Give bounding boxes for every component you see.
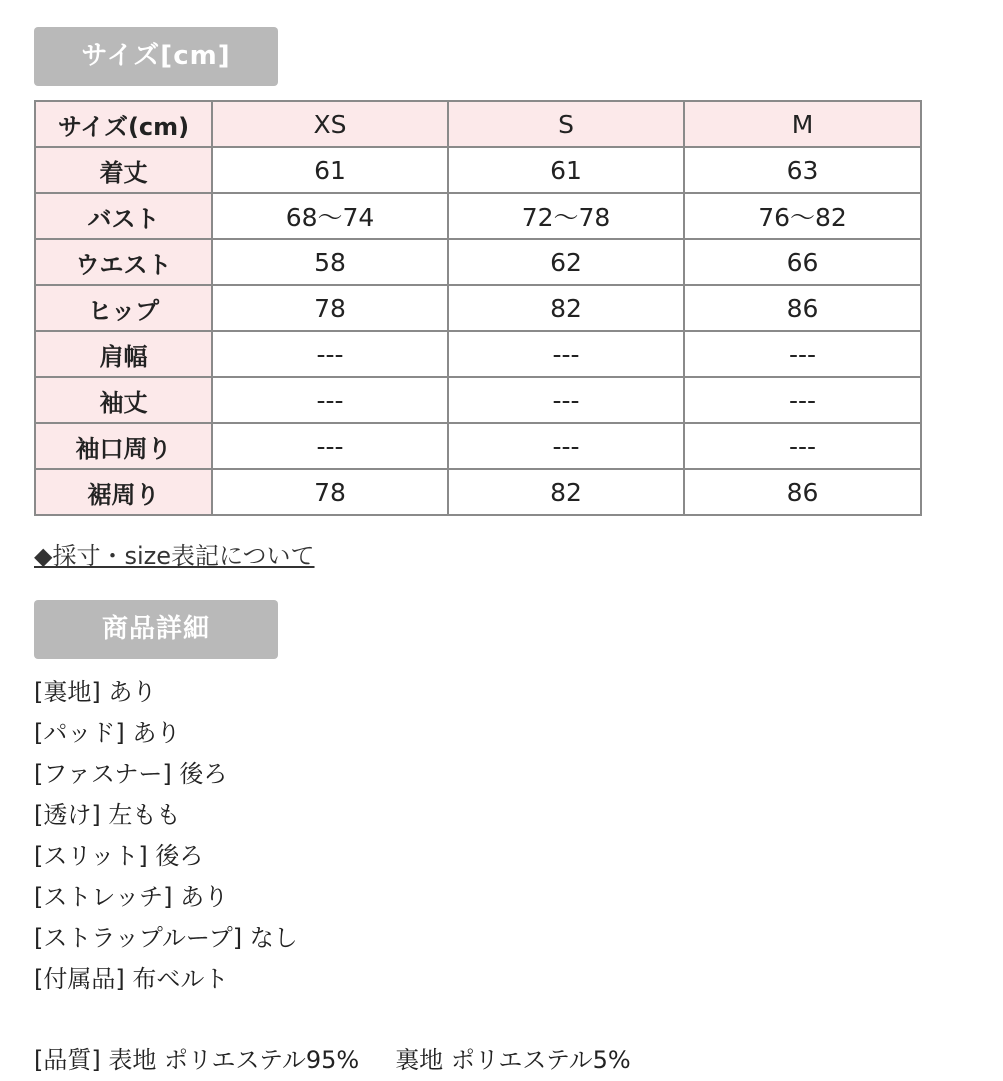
table-cell: --- (684, 377, 921, 423)
list-item: [透け] 左もも (34, 801, 181, 829)
table-cell: 82 (448, 285, 684, 331)
table-cell: 82 (448, 469, 684, 515)
size-column-s: S (448, 101, 684, 147)
row-label: 肩幅 (35, 331, 212, 377)
quality-outer: 表地 ポリエステル95% (108, 1046, 360, 1074)
list-item: [ファスナー] 後ろ (34, 760, 228, 788)
list-item: [裏地] あり (34, 678, 157, 706)
table-cell: 78 (212, 285, 448, 331)
table-cell: --- (212, 331, 448, 377)
table-cell: 78 (212, 469, 448, 515)
table-row (35, 331, 921, 377)
table-cell: 63 (684, 147, 921, 193)
quality-info (34, 1040, 631, 1081)
list-item: [パッド] あり (34, 719, 181, 747)
list-item: [付属品] 布ベルト (34, 965, 229, 993)
size-notation-link[interactable]: ◆採寸・size表記について (34, 542, 315, 570)
table-cell: 61 (212, 147, 448, 193)
table-cell: --- (448, 423, 684, 469)
table-cell: --- (212, 423, 448, 469)
row-label: 袖丈 (35, 377, 212, 423)
list-item: [スリット] 後ろ (34, 842, 204, 870)
table-cell: --- (448, 377, 684, 423)
table-cell: 72〜78 (448, 193, 684, 239)
table-cell: 76〜82 (684, 193, 921, 239)
table-row (35, 147, 921, 193)
table-cell: 66 (684, 239, 921, 285)
size-table-body (35, 101, 921, 515)
row-label: 袖口周り (35, 423, 212, 469)
quality-lining: 裏地 ポリエステル5% (395, 1046, 631, 1074)
table-row (35, 193, 921, 239)
table-cell: 61 (448, 147, 684, 193)
table-row (35, 239, 921, 285)
table-cell: --- (684, 423, 921, 469)
table-row (35, 423, 921, 469)
row-label: 着丈 (35, 147, 212, 193)
table-cell: 62 (448, 239, 684, 285)
table-row (35, 469, 921, 515)
list-item: [ストラップループ] なし (34, 924, 298, 952)
table-cell: 86 (684, 469, 921, 515)
size-column-m: M (684, 101, 921, 147)
table-cell: --- (448, 331, 684, 377)
size-table-header-row (35, 101, 921, 147)
table-row (35, 285, 921, 331)
size-table-corner: サイズ(cm) (35, 101, 212, 147)
quality-label: [品質] (34, 1046, 101, 1074)
product-detail-list (34, 672, 298, 1000)
table-cell: 58 (212, 239, 448, 285)
list-item: [ストレッチ] あり (34, 883, 229, 911)
row-label: ヒップ (35, 285, 212, 331)
table-cell: 86 (684, 285, 921, 331)
row-label: ウエスト (35, 239, 212, 285)
table-row (35, 377, 921, 423)
table-cell: --- (212, 377, 448, 423)
row-label: バスト (35, 193, 212, 239)
table-cell: --- (684, 331, 921, 377)
size-table (34, 100, 922, 516)
size-section-header: サイズ[cm] (34, 27, 278, 86)
row-label: 裾周り (35, 469, 212, 515)
table-cell: 68〜74 (212, 193, 448, 239)
product-detail-header: 商品詳細 (34, 600, 278, 659)
size-column-xs: XS (212, 101, 448, 147)
